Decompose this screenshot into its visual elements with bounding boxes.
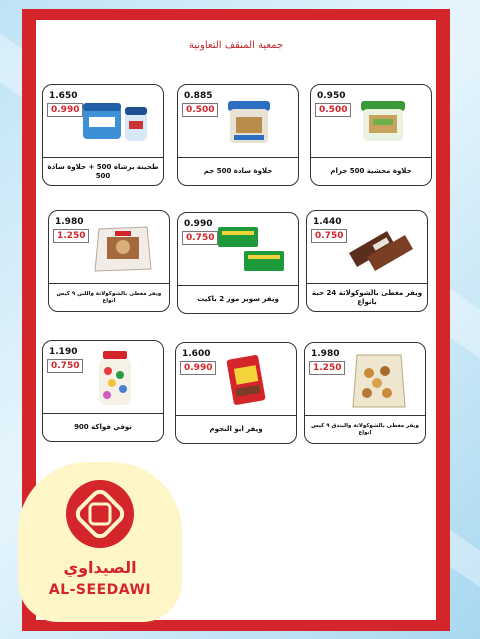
product-card[interactable] <box>177 212 299 314</box>
old-price: 0.885 <box>184 91 213 101</box>
product-card[interactable] <box>177 84 299 186</box>
tahini-jar-icon <box>79 93 155 153</box>
hazelnut-wafer-bag-icon <box>341 351 417 411</box>
halva-tub-icon <box>214 93 290 153</box>
old-price: 1.980 <box>311 349 340 359</box>
product-name: حلاوة سادة 500 جم <box>178 157 298 185</box>
old-price: 1.980 <box>55 217 84 227</box>
product-card[interactable] <box>310 84 432 186</box>
product-card[interactable] <box>48 210 170 312</box>
product-card[interactable] <box>175 342 297 444</box>
product-name: توفي فواكة 900 <box>43 413 163 441</box>
product-name: ويفر ابو النجوم <box>176 415 296 443</box>
new-price: 1.250 <box>309 361 345 375</box>
product-name: حلاوة محشية 500 جرام <box>311 157 431 185</box>
old-price: 1.440 <box>313 217 342 227</box>
new-price: 0.500 <box>315 103 351 117</box>
old-price: 1.650 <box>49 91 78 101</box>
star-wafer-box-icon <box>212 351 288 411</box>
toffee-jar-icon <box>79 349 155 409</box>
wafer-bag-icon <box>85 219 161 279</box>
old-price: 0.950 <box>317 91 346 101</box>
product-card[interactable] <box>42 84 164 186</box>
old-price: 1.600 <box>182 349 211 359</box>
wafer-box-icon <box>214 221 290 281</box>
page-title: جمعية المنقف التعاونية <box>188 40 284 51</box>
product-card[interactable] <box>304 342 426 444</box>
new-price: 1.250 <box>53 229 89 243</box>
brand-logo <box>18 462 182 622</box>
old-price: 1.190 <box>49 347 78 357</box>
product-card[interactable] <box>306 210 428 312</box>
chocolate-wafer-box-icon <box>343 219 419 279</box>
new-price: 0.750 <box>47 359 83 373</box>
new-price: 0.990 <box>47 103 83 117</box>
stuffed-halva-tub-icon <box>347 93 423 153</box>
seedawi-emblem-icon <box>62 476 138 552</box>
product-name: ويفر مغطى بالشوكولاتة والبندق ٩ كيس انواع <box>305 415 425 443</box>
new-price: 0.990 <box>180 361 216 375</box>
product-card[interactable] <box>42 340 164 442</box>
product-name: ويفر مغطى بالشوكولاتة واللبن ٩ كيس انواع <box>49 283 169 311</box>
new-price: 0.500 <box>182 103 218 117</box>
new-price: 0.750 <box>182 231 218 245</box>
logo-english-text: AL-SEEDAWI <box>48 582 152 598</box>
new-price: 0.750 <box>311 229 347 243</box>
logo-arabic-text: الصيداوي <box>63 558 137 577</box>
product-name: ويفر سوبر موز 2 باكيت <box>178 285 298 313</box>
product-name: طحينة يرشاه 500 + حلاوة سادة 500 <box>43 157 163 185</box>
old-price: 0.990 <box>184 219 213 229</box>
product-name: ويفر مغطى بالشوكولاتة 24 حبة بانواع <box>307 283 427 311</box>
